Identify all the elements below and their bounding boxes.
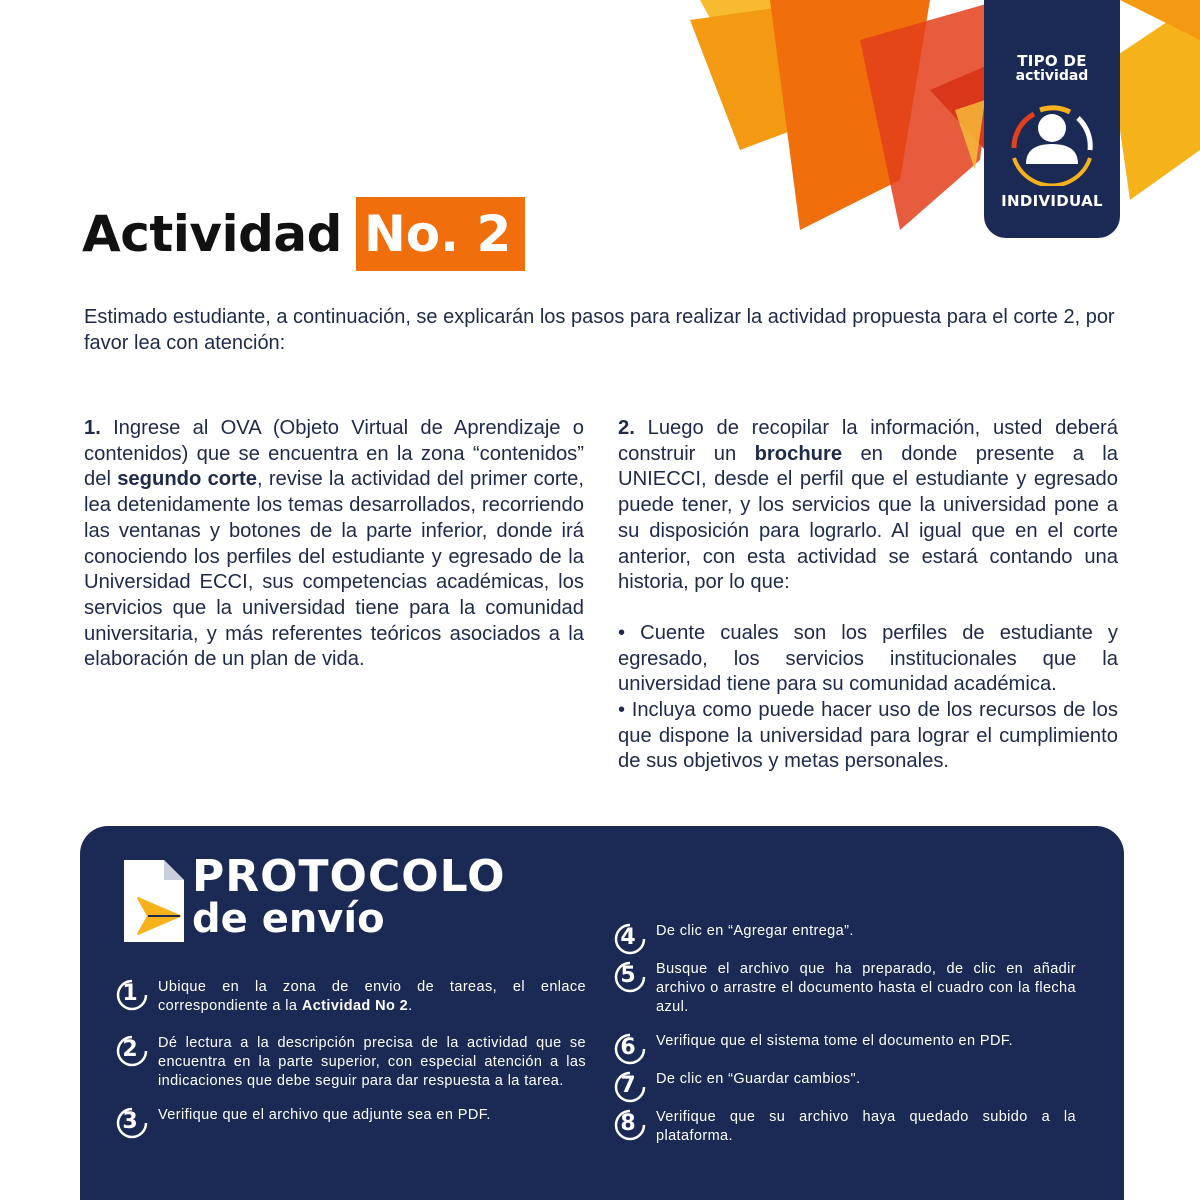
activity-type-badge xyxy=(984,0,1120,238)
protocol-step-6 xyxy=(614,1032,1076,1068)
step-2-text-a: Luego de recopilar la información, usted deberá construir un xyxy=(618,417,1118,465)
protocol-step-1 xyxy=(116,978,586,1016)
step-2-text-b: en donde presente a la UNIECCI, desde el perfil que el estudiante y egresado puede tener, y los servicios que la universidad pone a su disposición para lograrlo. Al igual que en el corte anterior, con esta actividad se estará contando una historia, por lo que: xyxy=(618,442,1118,594)
step-1-bold: segundo corte xyxy=(117,468,257,491)
document-send-icon xyxy=(118,856,194,948)
step-end: . xyxy=(408,998,413,1014)
step-number: 1 xyxy=(122,981,138,1006)
protocol-step-3 xyxy=(116,1106,586,1142)
step-number: 4 xyxy=(620,925,636,950)
badge-line1: TIPO DE xyxy=(1017,52,1087,70)
title-word: Actividad xyxy=(82,205,342,263)
step-text: Ubique en la zona de envio de tareas, el enlace correspondiente a la xyxy=(158,979,586,1014)
step-1-number: 1. xyxy=(84,417,101,439)
step-bold: Actividad No 2 xyxy=(301,998,409,1014)
badge-line2: actividad xyxy=(1015,68,1089,84)
protocol-step-2 xyxy=(116,1034,586,1091)
instruction-column-1 xyxy=(84,416,584,673)
title-number: No. 2 xyxy=(356,197,525,271)
step-text: Busque el archivo que ha preparado, de clic en añadir archivo o arrastre el documento hasta el cuadro con la flecha azul. xyxy=(656,961,1076,1015)
step-number: 3 xyxy=(122,1109,138,1134)
instruction-column-2 xyxy=(618,416,1118,775)
person-icon xyxy=(1004,100,1100,186)
step-2-number: 2. xyxy=(618,417,635,439)
step-number: 5 xyxy=(620,963,636,988)
step-1-text-b: , revise la actividad del primer corte, lea detenidamente los temas desarrollados, recorriendo las ventanas y botones de la parte inferior, donde irá conociendo los perfiles del estudiante y egresado de la Universidad ECCI, sus competencias académicas, los servicios que la universidad tiene para la comunidad universitaria, y más referentes teóricos asociados a la elaboración de un plan de vida. xyxy=(84,468,584,671)
protocol-step-7 xyxy=(614,1070,1076,1106)
protocol-subtitle: de envío xyxy=(192,896,385,942)
step-text: De clic en “Guardar cambios". xyxy=(656,1071,861,1087)
step-text: De clic en “Agregar entrega”. xyxy=(656,923,854,939)
step-1-text-a: Ingrese al OVA (Objeto Virtual de Aprendizaje o contenidos) que se encuentra en la zona “contenidos” del xyxy=(84,417,584,491)
badge-label: INDIVIDUAL xyxy=(1001,192,1103,210)
protocol-step-4 xyxy=(614,922,1076,958)
step-2-bold: brochure xyxy=(754,442,843,465)
step-number: 2 xyxy=(122,1037,138,1062)
step-text: Verifique que su archivo haya quedado subido a la plataforma. xyxy=(656,1109,1076,1144)
protocol-step-5 xyxy=(614,960,1076,1017)
step-number: 8 xyxy=(620,1111,636,1136)
step-number: 7 xyxy=(620,1073,636,1098)
step-text: Verifique que el archivo que adjunte sea en PDF. xyxy=(158,1107,491,1123)
bullet-1: • Cuente cuales son los perfiles de estudiante y egresado, los servicios institucionales que la universidad tiene para su comunidad académica. xyxy=(618,621,1118,696)
bullet-2: • Incluya como puede hacer uso de los recursos de los que dispone la universidad para lograr el cumplimiento de sus objetivos y metas personales. xyxy=(618,699,1118,773)
protocol-title: PROTOCOLO xyxy=(192,851,506,902)
step-text: Dé lectura a la descripción precisa de la actividad que se encuentra en la parte superior, con especial atención a las indicaciones que debe seguir para dar respuesta a la tarea. xyxy=(158,1035,586,1089)
page-title xyxy=(82,196,525,272)
step-text: Verifique que el sistema tome el documento en PDF. xyxy=(656,1033,1013,1049)
protocol-panel xyxy=(80,826,1124,1200)
intro-text: Estimado estudiante, a continuación, se explicarán los pasos para realizar la actividad propuesta para el corte 2, por favor lea con atención: xyxy=(84,306,1115,354)
step-number: 6 xyxy=(620,1035,636,1060)
protocol-step-8 xyxy=(614,1108,1076,1146)
